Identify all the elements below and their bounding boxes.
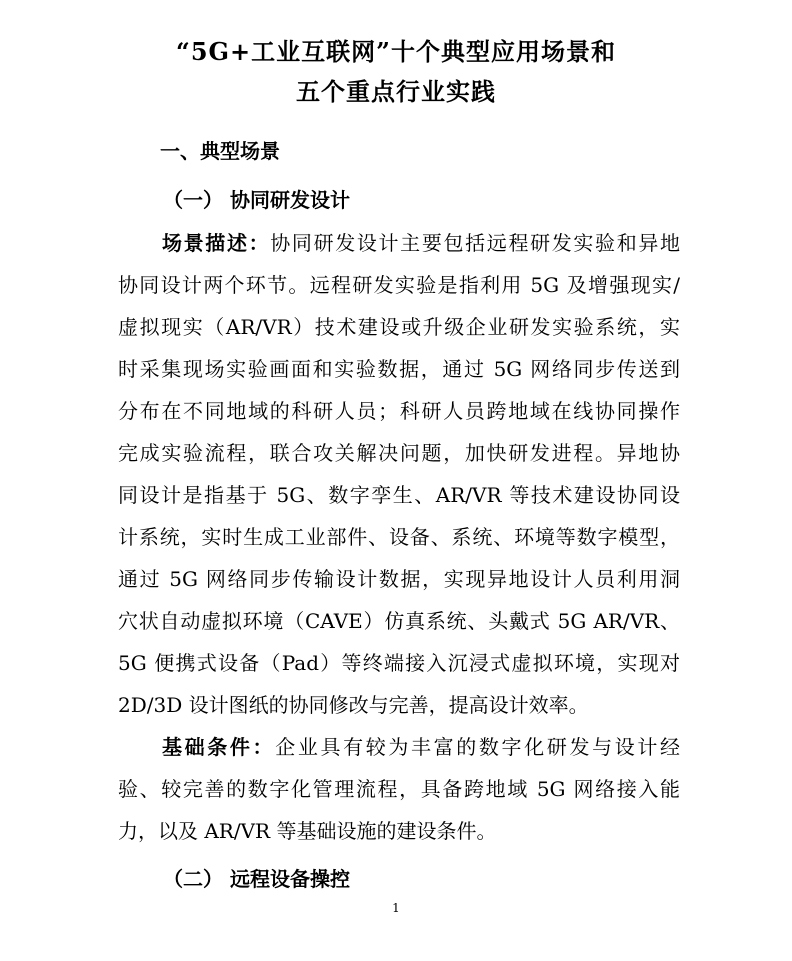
scenario-line-1 — [162, 231, 680, 255]
subsection-heading-2: （二） 远程设备操控 — [163, 867, 350, 891]
basis-line-1 — [162, 735, 680, 759]
scenario-line-2: 协同设计两个环节。远程研发实验是指利用 5G 及增强现实/ — [118, 273, 680, 297]
basis-line-3: 力，以及 AR/VR 等基础设施的建设条件。 — [118, 819, 497, 843]
scenario-line-6: 完成实验流程，联合攻关解决问题，加快研发进程。异地协 — [118, 441, 680, 465]
scenario-line-5: 分布在不同地域的科研人员；科研人员跨地域在线协同操作 — [118, 399, 680, 423]
scenario-line-4: 时采集现场实验画面和实验数据，通过 5G 网络同步传送到 — [118, 357, 680, 381]
scenario-text: 协同研发设计主要包括远程研发实验和异地 — [270, 231, 681, 255]
scenario-line-7: 同设计是指基于 5G、数字孪生、AR/VR 等技术建设协同设 — [118, 483, 680, 507]
scenario-line-10: 穴状自动虚拟环境（CAVE）仿真系统、头戴式 5G AR/VR、 — [118, 609, 680, 633]
scenario-label: 场景描述： — [162, 231, 271, 255]
subsection-heading-1: （一） 协同研发设计 — [163, 188, 350, 212]
scenario-line-11: 5G 便携式设备（Pad）等终端接入沉浸式虚拟环境，实现对 — [118, 651, 680, 675]
scenario-line-8: 计系统，实时生成工业部件、设备、系统、环境等数字模型， — [118, 525, 680, 549]
basis-text: 企业具有较为丰富的数字化研发与设计经 — [275, 735, 681, 759]
page-number: 1 — [392, 901, 400, 915]
document-title-line-1: “5G+工业互联网”十个典型应用场景和 — [176, 37, 616, 66]
scenario-line-12: 2D/3D 设计图纸的协同修改与完善，提高设计效率。 — [118, 693, 589, 717]
scenario-line-9: 通过 5G 网络同步传输设计数据，实现异地设计人员利用洞 — [118, 567, 680, 591]
section-heading: 一、典型场景 — [160, 139, 280, 163]
scenario-line-3: 虚拟现实（AR/VR）技术建设或升级企业研发实验系统，实 — [118, 315, 680, 339]
basis-label: 基础条件： — [162, 735, 276, 759]
document-title-line-2: 五个重点行业实践 — [296, 77, 496, 106]
basis-line-2: 验、较完善的数字化管理流程，具备跨地域 5G 网络接入能 — [118, 777, 680, 801]
